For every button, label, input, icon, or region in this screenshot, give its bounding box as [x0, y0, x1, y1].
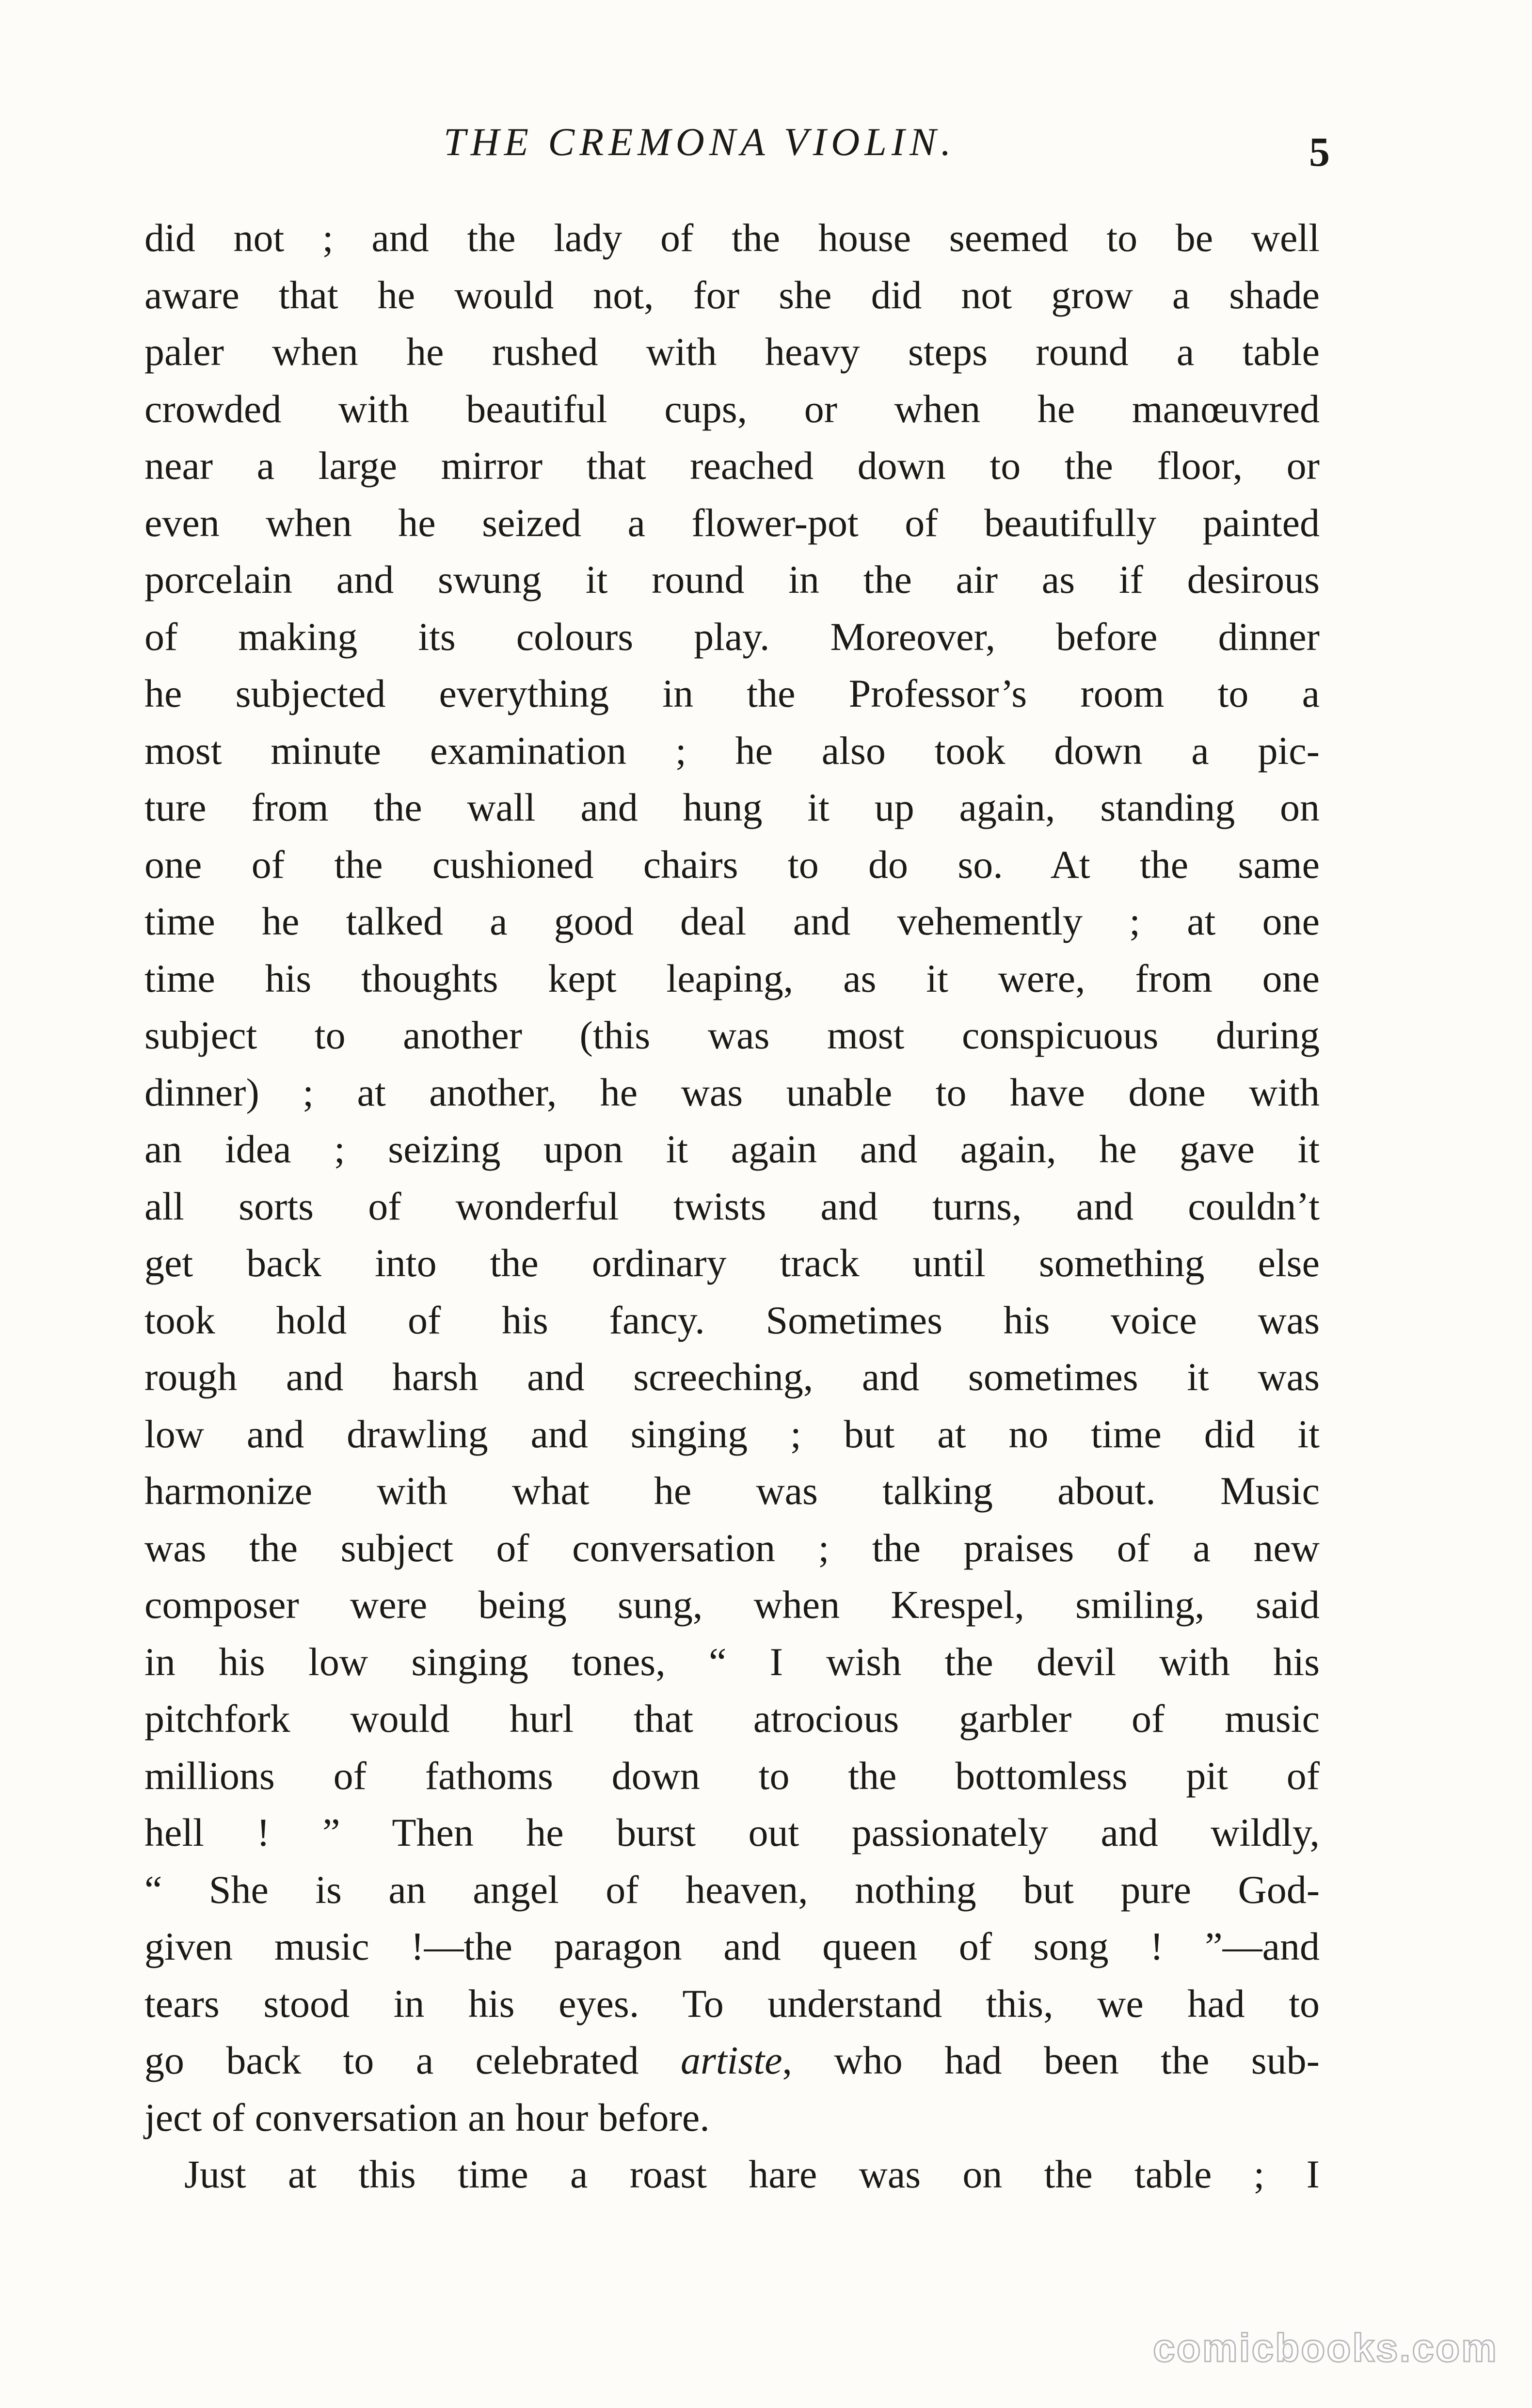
text-line: time he talked a good deal and vehemently ; at one [144, 899, 1320, 943]
text-line: did not ; and the lady of the house seemed to be well [144, 216, 1320, 260]
text-line: millions of fathoms down to the bottomless pit of [144, 1753, 1320, 1798]
paragraph-end-line: ject of conversation an hour before. [144, 2095, 710, 2139]
text-line: crowded with beautiful cups, or when he manœuvred [144, 386, 1320, 431]
text-line: all sorts of wonderful twists and turns, and couldn’t [144, 1184, 1320, 1228]
text-line: rough and harsh and screeching, and sometimes it was [144, 1355, 1320, 1399]
text-line: dinner) ; at another, he was unable to have done with [144, 1070, 1320, 1114]
text-line: tears stood in his eyes. To understand this, we had to [144, 1981, 1320, 2026]
text-line: he subjected everything in the Professor’s room to a [144, 671, 1320, 715]
paragraph-start-line: Just at this time a roast hare was on the table ; I [184, 2152, 1320, 2196]
text-line: “ She is an angel of heaven, nothing but pure God- [144, 1867, 1320, 1912]
text-line: subject to another (this was most conspicuous during [144, 1013, 1320, 1057]
text-line: hell ! ” Then he burst out passionately and wildly, [144, 1810, 1320, 1854]
running-head [0, 115, 1532, 175]
italic-term: artiste [680, 2038, 782, 2082]
text-line: porcelain and swung it round in the air as if desirous [144, 557, 1320, 602]
text-line: paler when he rushed with heavy steps round a table [144, 330, 1320, 374]
body-text [144, 209, 1320, 2203]
text-line: low and drawling and singing ; but at no time did it [144, 1411, 1320, 1456]
watermark: comicbooks.com [1153, 2326, 1498, 2370]
text-line: took hold of his fancy. Sometimes his voice was [144, 1298, 1320, 1342]
text-line: even when he seized a flower-pot of beautifully painted [144, 500, 1320, 545]
text-line: of making its colours play. Moreover, before dinner [144, 614, 1320, 659]
text-line: aware that he would not, for she did not grow a shade [144, 272, 1320, 317]
text-line: given music !—the paragon and queen of song ! ”—and [144, 1924, 1320, 1968]
text-line: composer were being sung, when Krespel, smiling, said [144, 1583, 1320, 1627]
text-line: get back into the ordinary track until something else [144, 1241, 1320, 1285]
text-line: ture from the wall and hung it up again, standing on [144, 785, 1320, 829]
page-number: 5 [1309, 128, 1330, 175]
text-line: most minute examination ; he also took down a pic- [144, 728, 1320, 773]
running-title: THE CREMONA VIOLIN. [444, 120, 956, 164]
text-line: pitchfork would hurl that atrocious garbler of music [144, 1696, 1320, 1741]
text-line: one of the cushioned chairs to do so. At the same [144, 842, 1320, 887]
text-line: near a large mirror that reached down to the floor, or [144, 444, 1320, 488]
text-line: an idea ; seizing upon it again and again, he gave it [144, 1127, 1320, 1171]
text-segment: go back to a celebrated [144, 2038, 681, 2082]
text-line: in his low singing tones, “ I wish the devil with his [144, 1639, 1320, 1684]
text-line: was the subject of conversation ; the praises of a new [144, 1525, 1320, 1570]
text-line: time his thoughts kept leaping, as it were, from one [144, 956, 1320, 1000]
text-line [144, 2032, 1320, 2089]
text-line: harmonize with what he was talking about. Music [144, 1469, 1320, 1513]
text-segment: , who had been the sub- [782, 2038, 1320, 2082]
